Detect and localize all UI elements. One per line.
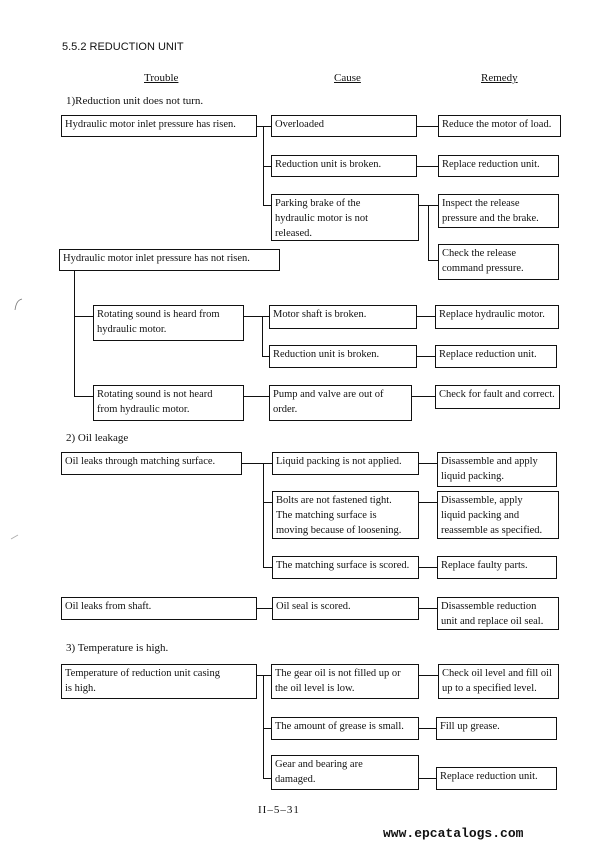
page-number: II–5–31	[258, 804, 300, 816]
remedy-check-fault: Check for fault and correct.	[435, 385, 560, 409]
remedy-replace-motor: Replace hydraulic motor.	[435, 305, 559, 329]
section1-title: 1)Reduction unit does not turn.	[66, 95, 204, 107]
header-remedy: Remedy	[481, 72, 518, 84]
cause-pump-valve: Pump and valve are out of order.	[269, 385, 412, 421]
cause-grease: The amount of grease is small.	[271, 717, 419, 740]
cause-unit-broken: Reduction unit is broken.	[271, 155, 417, 177]
cause-motor-shaft: Motor shaft is broken.	[269, 305, 417, 329]
sub-sound-heard: Rotating sound is heard from hydraulic motor.	[93, 305, 244, 341]
cause-bolts-loose: Bolts are not fastened tight. The matching surface is moving because of loosening.	[272, 491, 419, 539]
cause-surface-scored: The matching surface is scored.	[272, 556, 419, 579]
trouble-temperature: Temperature of reduction unit casing is high.	[61, 664, 257, 699]
header-trouble: Trouble	[144, 72, 179, 84]
remedy-replace-unit-3: Replace reduction unit.	[436, 767, 557, 790]
remedy-check-oil: Check oil level and fill oil up to a specified level.	[438, 664, 559, 699]
cause-overloaded: Overloaded	[271, 115, 417, 137]
cause-gear-oil: The gear oil is not filled up or the oil level is low.	[271, 664, 419, 699]
remedy-check-release: Check the release command pressure.	[438, 244, 559, 280]
remedy-disassemble-apply: Disassemble and apply liquid packing.	[437, 452, 557, 487]
cause-gear-bearing: Gear and bearing are damaged.	[271, 755, 419, 790]
header-cause: Cause	[334, 72, 361, 84]
trouble-matching-surface: Oil leaks through matching surface.	[61, 452, 242, 475]
remedy-replace-unit-2: Replace reduction unit.	[435, 345, 557, 368]
trouble-shaft-leak: Oil leaks from shaft.	[61, 597, 257, 620]
sub-sound-not-heard: Rotating sound is not heard from hydraulic motor.	[93, 385, 244, 421]
trouble-pressure-risen: Hydraulic motor inlet pressure has risen.	[61, 115, 257, 137]
remedy-replace-seal: Disassemble reduction unit and replace oil seal.	[437, 597, 559, 630]
remedy-reduce-load: Reduce the motor of load.	[438, 115, 561, 137]
remedy-replace-faulty: Replace faulty parts.	[437, 556, 557, 579]
remedy-inspect-release: Inspect the release pressure and the brake.	[438, 194, 559, 228]
cause-liquid-packing: Liquid packing is not applied.	[272, 452, 419, 475]
cause-oil-seal: Oil seal is scored.	[272, 597, 419, 620]
section3-title: 3) Temperature is high.	[66, 642, 169, 654]
watermark: www.epcatalogs.com	[383, 826, 524, 841]
cause-parking-brake: Parking brake of the hydraulic motor is not released.	[271, 194, 419, 241]
scan-mark	[12, 298, 24, 312]
remedy-replace-unit: Replace reduction unit.	[438, 155, 559, 177]
section2-title: 2) Oil leakage	[66, 432, 129, 444]
section-title: 5.5.2 REDUCTION UNIT	[62, 41, 184, 53]
remedy-fill-grease: Fill up grease.	[436, 717, 557, 740]
remedy-disassemble-reassemble: Disassemble, apply liquid packing and reassemble as specified.	[437, 491, 559, 539]
trouble-pressure-not-risen: Hydraulic motor inlet pressure has not risen.	[59, 249, 280, 271]
scan-mark-2	[10, 533, 22, 541]
cause-unit-broken-2: Reduction unit is broken.	[269, 345, 417, 368]
